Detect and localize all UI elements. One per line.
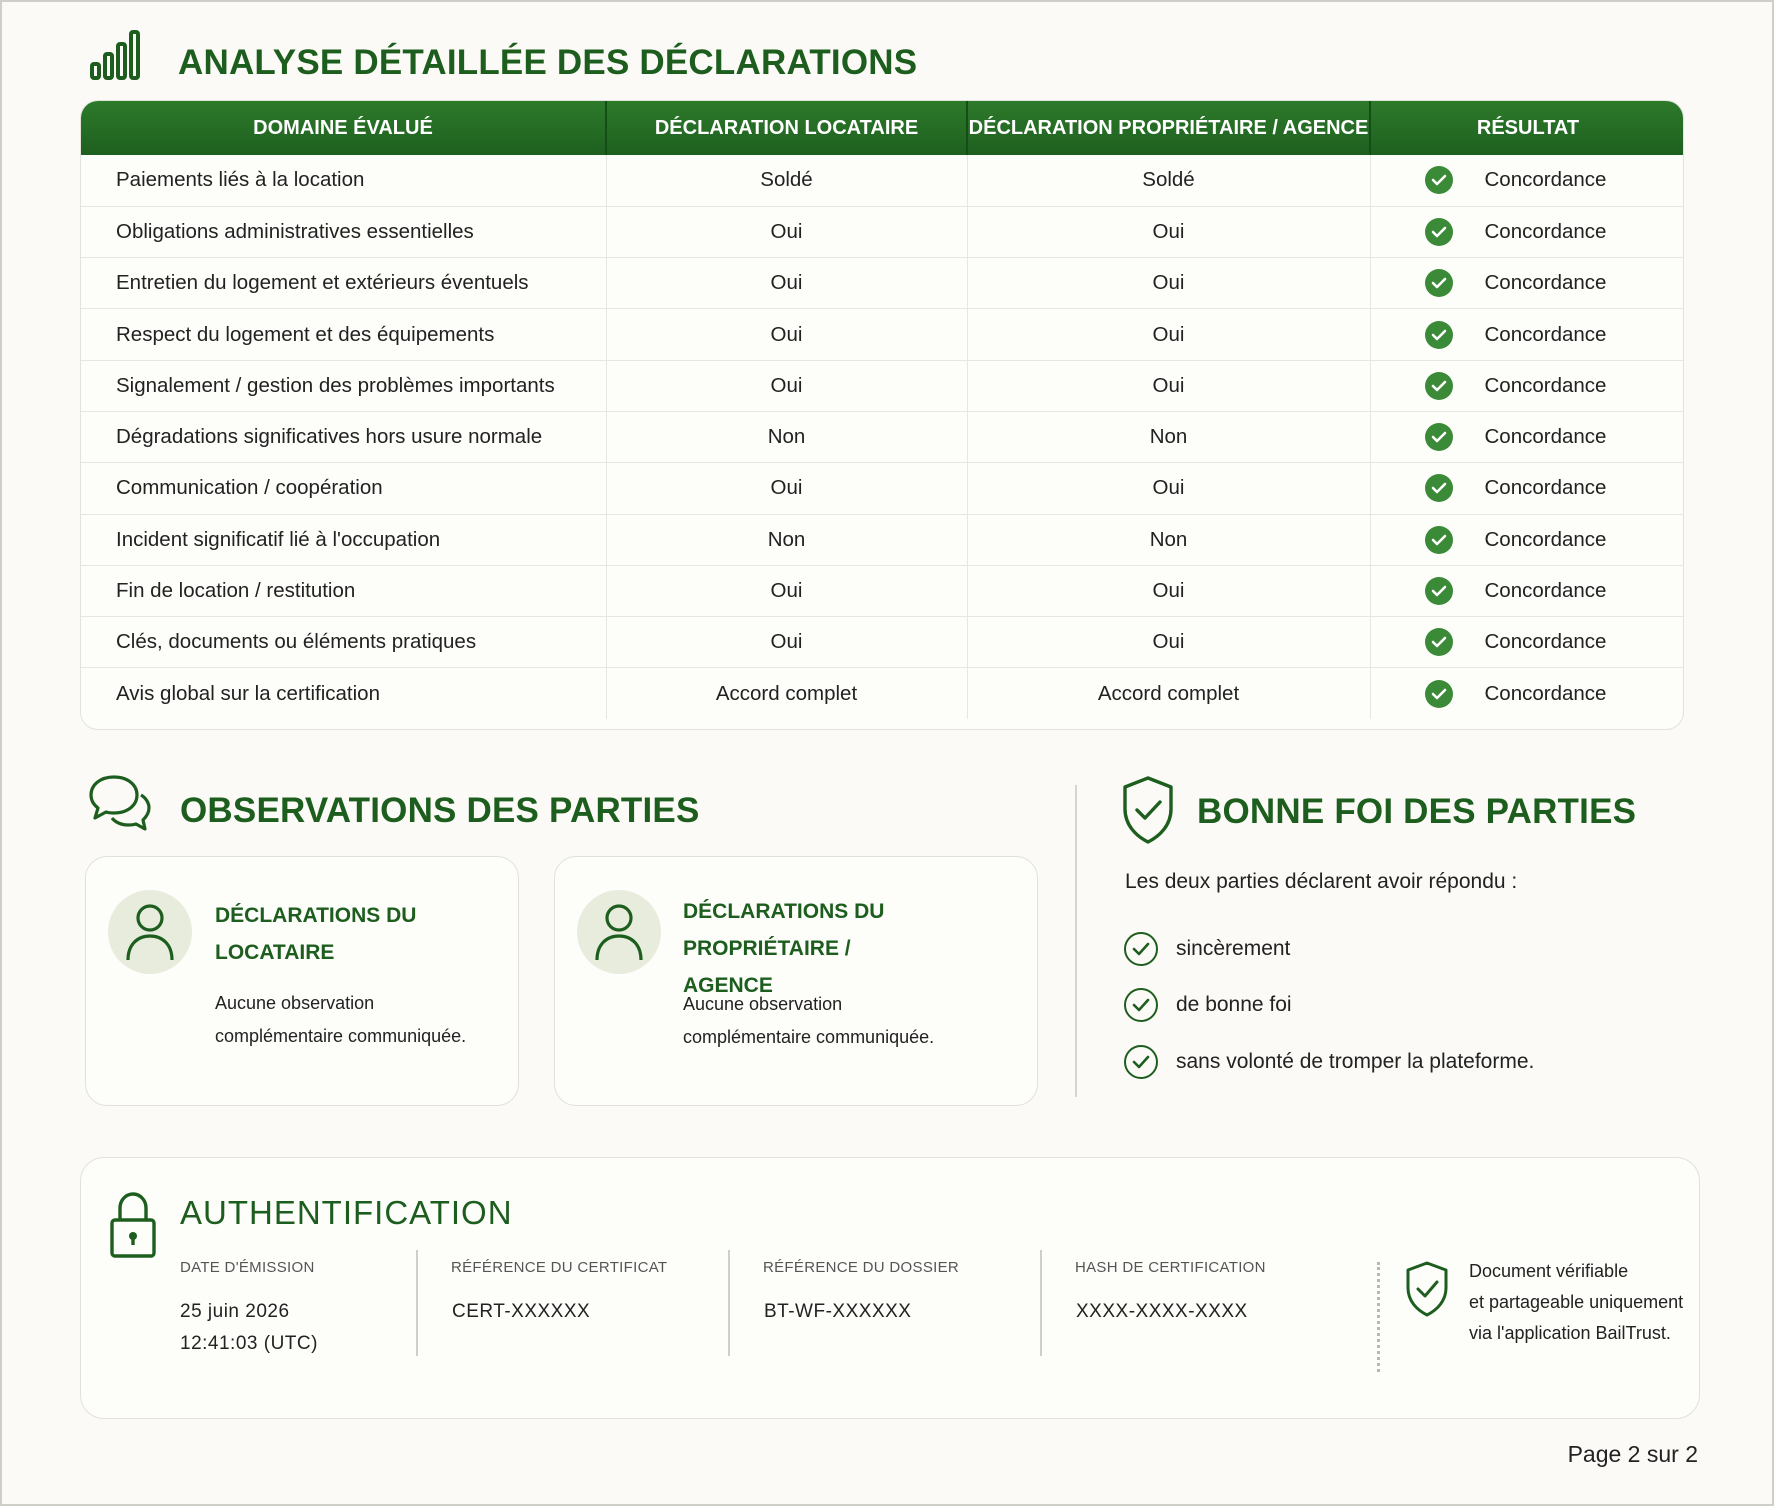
result-label: Concordance (1484, 527, 1607, 551)
tenant-declaration-cell: Oui (606, 463, 967, 514)
domain-cell: Respect du logement et des équipements (81, 309, 606, 360)
result-label: Concordance (1484, 579, 1607, 603)
check-circle-icon (1425, 218, 1453, 246)
verify-text-line3: via l'application BailTrust. (1469, 1323, 1671, 1343)
tenant-declaration-cell: Non (606, 514, 967, 565)
good-faith-item (1124, 988, 1292, 1022)
check-circle-icon (1425, 372, 1453, 400)
result-cell (1370, 617, 1684, 668)
good-faith-item-label: de bonne foi (1176, 993, 1292, 1016)
observations-title: OBSERVATIONS DES PARTIES (180, 791, 700, 830)
owner-declaration-cell: Oui (967, 309, 1370, 360)
table-row (81, 206, 1684, 257)
good-faith-item (1124, 932, 1290, 966)
tenant-declaration-cell: Non (606, 411, 967, 462)
result-cell (1370, 258, 1684, 309)
auth-dotted-separator (1377, 1262, 1380, 1372)
result-cell (1370, 514, 1684, 565)
domain-cell: Obligations administratives essentielles (81, 206, 606, 257)
check-circle-icon (1425, 577, 1453, 605)
check-circle-icon (1425, 526, 1453, 554)
result-cell (1370, 155, 1684, 206)
hash-value: XXXX-XXXX-XXXX (1076, 1301, 1248, 1322)
avatar (108, 890, 192, 974)
result-cell (1370, 309, 1684, 360)
tenant-card-body-line1: Aucune observation (215, 993, 375, 1013)
check-circle-icon (1124, 1045, 1158, 1079)
tenant-declaration-cell: Oui (606, 617, 967, 668)
result-label: Concordance (1484, 271, 1607, 295)
issue-date-label: DATE D'ÉMISSION (180, 1259, 315, 1276)
cert-ref-value: CERT-XXXXXX (452, 1301, 591, 1322)
result-label: Concordance (1484, 681, 1607, 705)
tenant-card-heading: DÉCLARATIONS DU LOCATAIRE (215, 904, 417, 964)
owner-declaration-cell: Non (967, 411, 1370, 462)
file-ref-value: BT-WF-XXXXXX (764, 1301, 912, 1322)
domain-cell: Dégradations significatives hors usure normale (81, 411, 606, 462)
table-row (81, 411, 1684, 462)
result-label: Concordance (1484, 425, 1607, 449)
person-icon (593, 902, 645, 962)
bar-chart-icon (88, 28, 144, 84)
page-title: ANALYSE DÉTAILLÉE DES DÉCLARATIONS (178, 43, 918, 82)
domain-cell: Clés, documents ou éléments pratiques (81, 617, 606, 668)
padlock-icon (108, 1190, 158, 1260)
section-divider (1075, 785, 1077, 1097)
good-faith-intro: Les deux parties déclarent avoir répondu : (1125, 870, 1518, 893)
tenant-declaration-cell: Accord complet (606, 668, 967, 719)
column-header-owner: DÉCLARATION PROPRIÉTAIRE / AGENCE (967, 101, 1370, 155)
column-header-tenant: DÉCLARATION LOCATAIRE (606, 101, 967, 155)
result-label: Concordance (1484, 630, 1607, 654)
verify-text-line2: et partageable uniquement (1469, 1292, 1684, 1312)
owner-declaration-cell: Oui (967, 258, 1370, 309)
tenant-card-body-line2: complémentaire communiquée. (215, 1026, 467, 1046)
tenant-declaration-cell: Soldé (606, 155, 967, 206)
check-circle-icon (1425, 321, 1453, 349)
owner-declaration-cell: Oui (967, 617, 1370, 668)
hash-label: HASH DE CERTIFICATION (1075, 1259, 1266, 1276)
tenant-declaration-cell: Oui (606, 360, 967, 411)
domain-cell: Avis global sur la certification (81, 668, 606, 719)
owner-declaration-cell: Oui (967, 206, 1370, 257)
good-faith-item (1124, 1045, 1534, 1079)
analysis-table (80, 100, 1684, 730)
owner-declaration-cell: Non (967, 514, 1370, 565)
owner-observation-card (554, 856, 1038, 1106)
result-cell (1370, 360, 1684, 411)
check-circle-icon (1425, 166, 1453, 194)
avatar (577, 890, 661, 974)
good-faith-title: BONNE FOI DES PARTIES (1197, 792, 1637, 831)
domain-cell: Communication / coopération (81, 463, 606, 514)
owner-declaration-cell: Oui (967, 463, 1370, 514)
issue-date-value: 25 juin 2026 (180, 1301, 290, 1322)
column-header-result: RÉSULTAT (1370, 101, 1684, 155)
owner-declaration-cell: Oui (967, 360, 1370, 411)
result-label: Concordance (1484, 476, 1607, 500)
authentication-title: AUTHENTIFICATION (180, 1194, 513, 1231)
domain-cell: Signalement / gestion des problèmes importants (81, 360, 606, 411)
table-row (81, 617, 1684, 668)
owner-declaration-cell: Oui (967, 565, 1370, 616)
good-faith-item-label: sincèrement (1176, 937, 1291, 960)
result-label: Concordance (1484, 219, 1607, 243)
result-cell (1370, 206, 1684, 257)
tenant-declaration-cell: Oui (606, 206, 967, 257)
shield-check-icon (1405, 1260, 1449, 1318)
result-label: Concordance (1484, 373, 1607, 397)
table-row (81, 360, 1684, 411)
domain-cell: Entretien du logement et extérieurs éventuels (81, 258, 606, 309)
result-label: Concordance (1484, 168, 1607, 192)
check-circle-icon (1124, 932, 1158, 966)
auth-separator (1040, 1250, 1042, 1356)
domain-cell: Fin de location / restitution (81, 565, 606, 616)
owner-declaration-cell: Soldé (967, 155, 1370, 206)
result-cell (1370, 668, 1684, 719)
auth-separator (728, 1250, 730, 1356)
tenant-declaration-cell: Oui (606, 309, 967, 360)
verify-text-line1: Document vérifiable (1469, 1261, 1629, 1281)
table-row (81, 155, 1684, 206)
auth-separator (416, 1250, 418, 1356)
domain-cell: Paiements liés à la location (81, 155, 606, 206)
result-label: Concordance (1484, 322, 1607, 346)
table-header-row (81, 101, 1684, 155)
shield-check-icon (1122, 775, 1174, 845)
check-circle-icon (1425, 628, 1453, 656)
table-row (81, 309, 1684, 360)
tenant-declaration-cell: Oui (606, 258, 967, 309)
page-number: Page 2 sur 2 (1567, 1441, 1698, 1467)
tenant-observation-card (85, 856, 519, 1106)
owner-card-body-line2: complémentaire communiquée. (683, 1027, 935, 1047)
result-cell (1370, 565, 1684, 616)
file-ref-label: RÉFÉRENCE DU DOSSIER (763, 1259, 960, 1276)
owner-card-heading-line2: AGENCE (683, 974, 773, 997)
table-row (81, 514, 1684, 565)
issue-time-value: 12:41:03 (UTC) (180, 1333, 318, 1354)
result-cell (1370, 411, 1684, 462)
good-faith-item-label: sans volonté de tromper la plateforme. (1176, 1050, 1535, 1073)
check-circle-icon (1425, 423, 1453, 451)
owner-card-body-line1: Aucune observation (683, 994, 843, 1014)
check-circle-icon (1425, 474, 1453, 502)
result-cell (1370, 463, 1684, 514)
tenant-declaration-cell: Oui (606, 565, 967, 616)
check-circle-icon (1124, 988, 1158, 1022)
person-icon (124, 902, 176, 962)
check-circle-icon (1425, 680, 1453, 708)
cert-ref-label: RÉFÉRENCE DU CERTIFICAT (451, 1259, 668, 1276)
domain-cell: Incident significatif lié à l'occupation (81, 514, 606, 565)
owner-card-heading-line1: DÉCLARATIONS DU PROPRIÉTAIRE / (683, 900, 885, 960)
chat-bubbles-icon (88, 773, 152, 833)
table-row (81, 463, 1684, 514)
owner-declaration-cell: Accord complet (967, 668, 1370, 719)
table-row (81, 565, 1684, 616)
check-circle-icon (1425, 269, 1453, 297)
table-row (81, 258, 1684, 309)
column-header-domain: DOMAINE ÉVALUÉ (81, 101, 606, 155)
table-row (81, 668, 1684, 719)
